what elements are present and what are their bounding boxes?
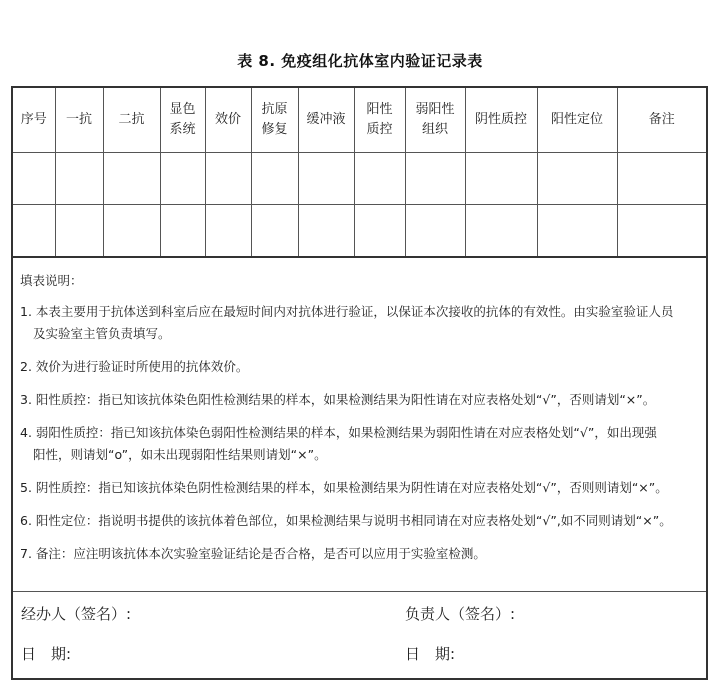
table-cell[interactable]	[103, 205, 160, 257]
header-cell: 阴性质控	[465, 88, 537, 153]
instructions-section	[13, 256, 706, 592]
instruction-continuation: 及实验室主管负责填写。	[33, 326, 171, 341]
header-cell: 备注	[617, 88, 706, 153]
header-cell: 一抗	[55, 88, 103, 153]
instruction-item	[20, 510, 700, 532]
table-cell[interactable]	[537, 153, 617, 205]
table-cell[interactable]	[617, 153, 706, 205]
table-row	[13, 153, 706, 205]
instruction-text: 5. 阴性质控：指已知该抗体染色阴性检测结果的样本，如果检测结果为阴性请在对应表格处划“√”，否则则请划“×”。	[20, 480, 668, 495]
instructions-heading: 填表说明：	[20, 273, 83, 288]
instruction-text: 4. 弱阳性质控：指已知该抗体染色弱阳性检测结果的样本，如果检测结果为弱阳性请在对应表格处划“√”，如出现强	[20, 425, 657, 440]
table-cell[interactable]	[205, 153, 251, 205]
instruction-item	[20, 389, 700, 411]
header-cell: 阳性定位	[537, 88, 617, 153]
table-cell[interactable]	[465, 205, 537, 257]
instruction-continuation: 阳性，则请划“o”，如未出现弱阳性结果则请划“×”。	[33, 447, 327, 462]
instruction-item	[20, 356, 700, 378]
table-cell[interactable]	[205, 205, 251, 257]
record-form	[11, 86, 708, 680]
table-cell[interactable]	[465, 153, 537, 205]
instruction-text: 2. 效价为进行验证时所使用的抗体效价。	[20, 359, 249, 374]
table-cell[interactable]	[405, 205, 465, 257]
instruction-text: 6. 阳性定位：指说明书提供的该抗体着色部位，如果检测结果与说明书相同请在对应表格处划“√”,如不同则请划“×”。	[20, 513, 672, 528]
record-table	[13, 88, 706, 257]
handler-date-label: 日 期:	[21, 645, 72, 663]
instruction-text: 7. 备注：应注明该抗体本次实验室验证结论是否合格，是否可以应用于实验室检测。	[20, 546, 486, 561]
table-header-row	[13, 88, 706, 153]
page-title: 表 8. 免疫组化抗体室内验证记录表	[237, 52, 483, 70]
responsible-date-label: 日 期:	[405, 645, 456, 663]
table-cell[interactable]	[13, 205, 55, 257]
header-cell: 抗原 修复	[251, 88, 298, 153]
table-cell[interactable]	[354, 205, 405, 257]
instruction-text: 1. 本表主要用于抗体送到科室后应在最短时间内对抗体进行验证，以保证本次接收的抗体的有效性。由实验室验证人员	[20, 304, 674, 319]
header-cell: 序号	[13, 88, 55, 153]
instruction-text: 3. 阳性质控：指已知该抗体染色阳性检测结果的样本，如果检测结果为阳性请在对应表格处划“√”，否则请划“×”。	[20, 392, 656, 407]
table-cell[interactable]	[617, 205, 706, 257]
instruction-item	[20, 301, 700, 345]
instruction-item	[20, 422, 700, 466]
table-cell[interactable]	[354, 153, 405, 205]
table-cell[interactable]	[405, 153, 465, 205]
table-row	[13, 205, 706, 257]
table-cell[interactable]	[251, 205, 298, 257]
table-cell[interactable]	[160, 153, 205, 205]
header-cell: 阳性 质控	[354, 88, 405, 153]
table-cell[interactable]	[298, 205, 354, 257]
table-cell[interactable]	[103, 153, 160, 205]
header-cell: 效价	[205, 88, 251, 153]
table-cell[interactable]	[160, 205, 205, 257]
header-cell: 弱阳性 组织	[405, 88, 465, 153]
responsible-signature-label: 负责人（签名）:	[405, 605, 516, 623]
header-cell: 显色 系统	[160, 88, 205, 153]
table-cell[interactable]	[55, 153, 103, 205]
table-cell[interactable]	[55, 205, 103, 257]
instruction-item	[20, 543, 700, 565]
table-cell[interactable]	[537, 205, 617, 257]
handler-signature-label: 经办人（签名）:	[21, 605, 132, 623]
table-cell[interactable]	[251, 153, 298, 205]
table-cell[interactable]	[298, 153, 354, 205]
header-cell: 缓冲液	[298, 88, 354, 153]
header-cell: 二抗	[103, 88, 160, 153]
table-cell[interactable]	[13, 153, 55, 205]
instruction-item	[20, 477, 700, 499]
